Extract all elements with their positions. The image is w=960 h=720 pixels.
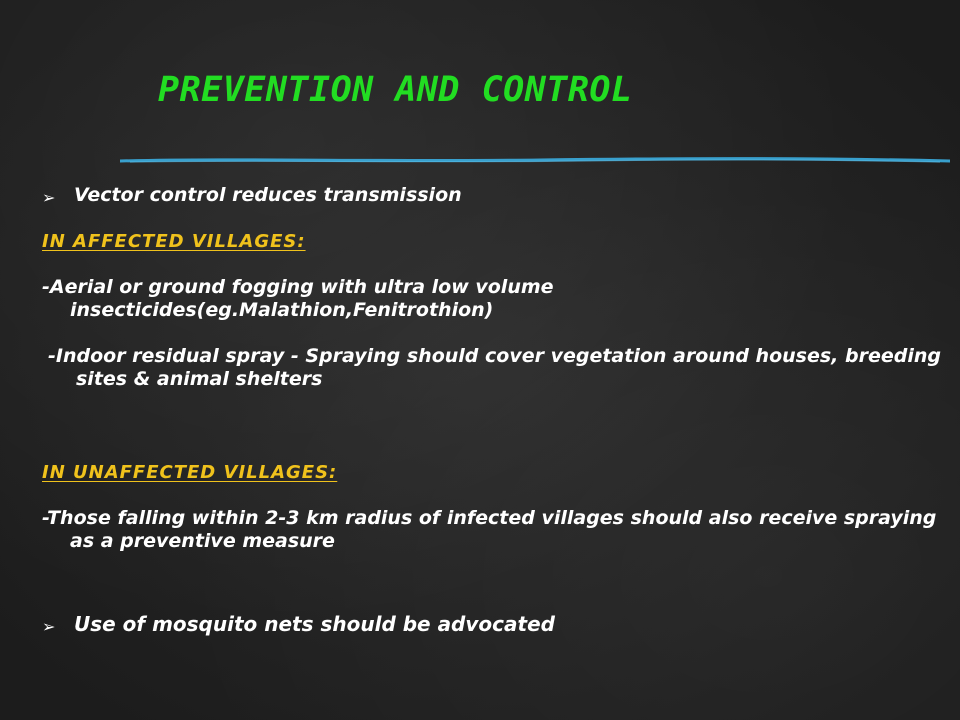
affected-item-fogging: -Aerial or ground fogging with ultra low volume insecticides(eg.Malathion,Fenitrothion) [42, 276, 554, 321]
heading-unaffected-villages: IN UNAFFECTED VILLAGES: [42, 462, 338, 483]
slide-title: PREVENTION AND CONTROL [158, 70, 633, 110]
bullet-text: Use of mosquito nets should be advocated [74, 612, 555, 636]
bullet-text: Vector control reduces transmission [74, 184, 462, 206]
bullet-vector-control [42, 184, 942, 209]
heading-affected-villages: IN AFFECTED VILLAGES: [42, 231, 306, 252]
title-divider-line [120, 155, 950, 165]
bullet-mosquito-nets [42, 613, 942, 638]
unaffected-item-spraying: -Those falling within 2-3 km radius of infected villages should also receive spraying as a preventive measure [42, 507, 937, 552]
slide-content [42, 184, 942, 638]
arrow-bullet-icon: ➢ [42, 188, 56, 207]
arrow-bullet-icon: ➢ [42, 617, 56, 636]
affected-item-indoor-spray: -Indoor residual spray - Spraying should cover vegetation around houses, breeding sites & animal shelters [48, 345, 941, 390]
